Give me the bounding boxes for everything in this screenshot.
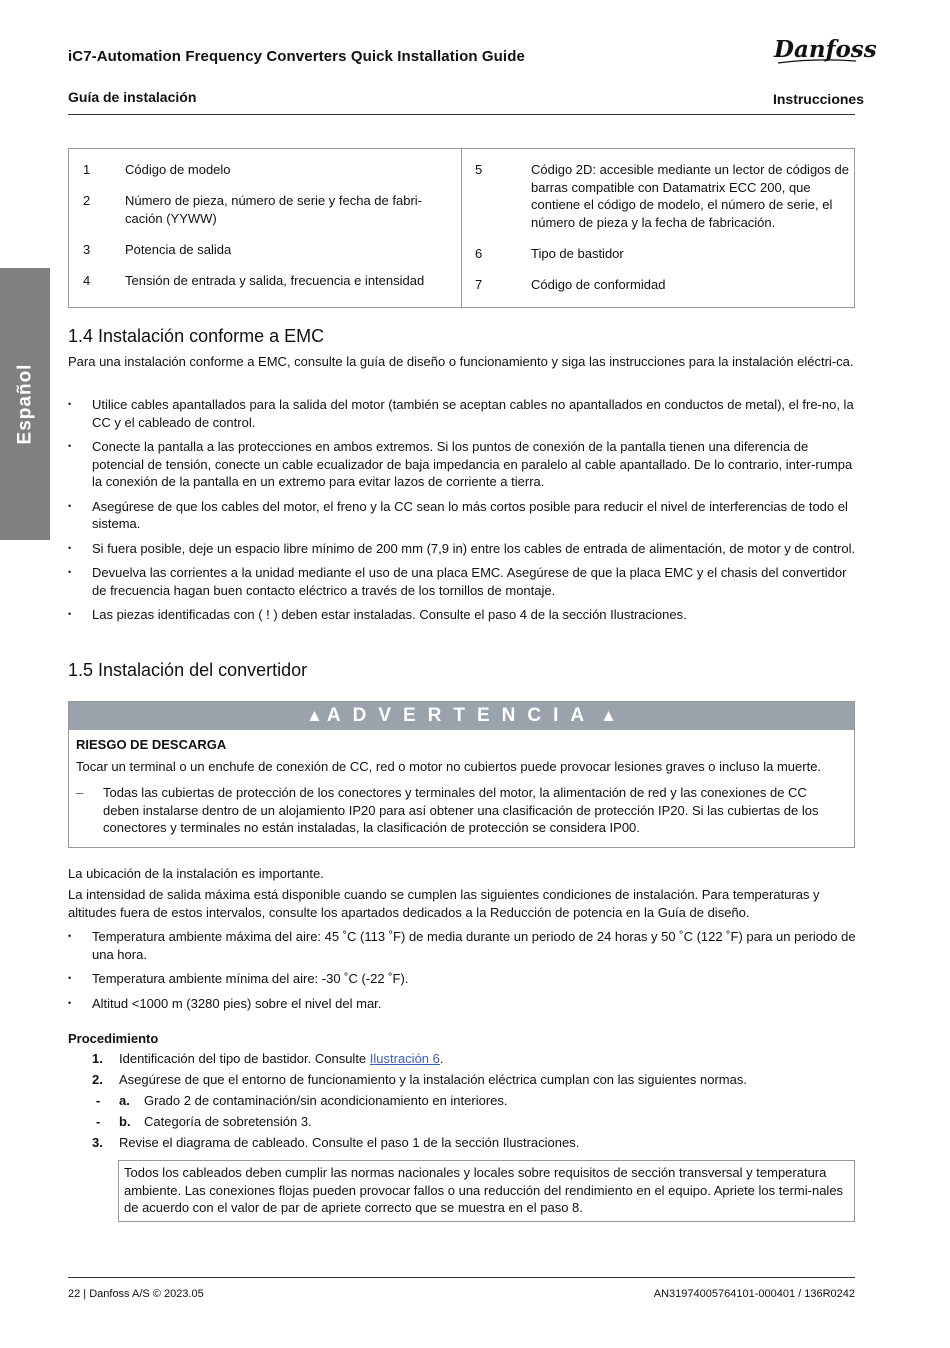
document-subtitle: Guía de instalación xyxy=(68,89,197,105)
legend-row xyxy=(69,241,435,259)
legend-number: 5 xyxy=(475,162,483,177)
emc-intro: Para una instalación conforme a EMC, consulte la guía de diseño o funcionamiento y siga las instrucciones para la instalación eléctri-ca. xyxy=(68,354,854,369)
procedure-step xyxy=(92,1071,852,1089)
warning-title: RIESGO DE DESCARGA xyxy=(76,737,227,752)
warning-triangle-icon: ▲ xyxy=(600,706,617,725)
list-item: • Utilice cables apantallados para la salida del motor (también se aceptan cables no apantallados en conductos de metal), el fre-no, la CC y el cableado de control. xyxy=(68,396,858,431)
footer-document-code: AN31974005764101-000401 / 136R0242 xyxy=(653,1288,855,1300)
procedure-step xyxy=(92,1050,852,1068)
warning-item: – Todas las cubiertas de protección de los conectores y terminales del motor, la alimentación de red y las conexiones de CC deben instalarse dentro de un alojamiento IP20 para así obtener una clasificación de protección IP20. Si las cubiertas de los conectores y terminales no están instaladas, la clasificación de protección se considera IP00. xyxy=(76,784,846,837)
step-number: 1. xyxy=(92,1051,103,1066)
warning-box xyxy=(68,701,855,848)
legend-number: 2 xyxy=(83,193,91,208)
substep-text: Categoría de sobretensión 3. xyxy=(144,1114,312,1129)
legend-text: Código de modelo xyxy=(125,162,231,177)
list-item: • Temperatura ambiente mínima del aire: -30 ˚C (-22 ˚F). xyxy=(68,970,858,988)
procedure-steps xyxy=(92,1050,852,1155)
legend-text: Potencia de salida xyxy=(125,242,232,257)
procedure-substep xyxy=(92,1092,852,1110)
list-item: • Las piezas identificadas con ( ! ) deben estar instaladas. Consulte el paso 4 de la sección Ilustraciones. xyxy=(68,606,858,624)
legend-row xyxy=(69,161,435,179)
section-heading-install: 1.5 Instalación del convertidor xyxy=(68,660,308,680)
language-tab xyxy=(0,268,50,540)
substep-label: a. xyxy=(119,1093,130,1108)
legend-row xyxy=(461,161,849,231)
substep-dash: - xyxy=(96,1114,101,1129)
substep-dash: - xyxy=(96,1093,101,1108)
step-number: 3. xyxy=(92,1135,103,1150)
language-tab-label: Español xyxy=(14,363,36,445)
list-item: • Conecte la pantalla a las protecciones en ambos extremos. Si los puntos de conexión de la pantalla tienen una diferencia de potencial de tensión, conecte un cable ecualizador de baja impedancia en paralelo al cable apantallado. De lo contrario, inter-rumpa la conexión de la pantalla en un extremo para evitar lazos de corriente a tierra. xyxy=(68,438,858,491)
logo-text: Danfoss xyxy=(774,36,877,63)
install-conditions-text: La intensidad de salida máxima está disponible cuando se cumplen las siguientes condiciones de instalación. Para temperaturas y altitudes fuera de estos intervalos, consulte los apartados dedicados a la Reducción de potencia en la Guía de diseño. xyxy=(68,887,820,920)
footer-page-info: 22 | Danfoss A/S © 2023.05 xyxy=(68,1288,204,1300)
legend-text: Número de pieza, número de serie y fecha de fabri-cación (YYWW) xyxy=(125,193,422,226)
legend-number: 4 xyxy=(83,273,91,288)
warning-text: Tocar un terminal o un enchufe de conexión de CC, red o motor no cubiertos puede provocar lesiones graves o incluso la muerte. xyxy=(76,759,822,774)
step-text: Asegúrese de que el entorno de funcionamiento y la instalación eléctrica cumplan con las siguientes normas. xyxy=(119,1072,747,1087)
document-title: iC7-Automation Frequency Converters Quick Installation Guide xyxy=(68,48,525,65)
list-item: • Temperatura ambiente máxima del aire: 45 ˚C (113 ˚F) de media durante un periodo de 24 horas y 50 ˚C (122 ˚F) para un periodo de una hora. xyxy=(68,928,858,963)
step-text: Revise el diagrama de cableado. Consulte el paso 1 de la sección Ilustraciones. xyxy=(119,1135,580,1150)
illustration-link[interactable]: Ilustración 6 xyxy=(369,1051,440,1066)
legend-row xyxy=(69,192,435,227)
legend-number: 1 xyxy=(83,162,91,177)
install-location-text: La ubicación de la instalación es importante. xyxy=(68,866,324,881)
warning-triangle-icon: ▲ xyxy=(306,706,323,725)
section-label: Instrucciones xyxy=(772,91,864,107)
legend-row xyxy=(69,272,445,290)
list-item: • Si fuera posible, deje un espacio libre mínimo de 200 mm (7,9 in) entre los cables de entrada de alimentación, de motor y de control. xyxy=(68,540,858,558)
procedure-substep xyxy=(92,1113,852,1131)
legend-row xyxy=(461,276,849,294)
step-number: 2. xyxy=(92,1072,103,1087)
legend-text: Tensión de entrada y salida, frecuencia e intensidad xyxy=(125,273,425,288)
list-item: • Altitud <1000 m (3280 pies) sobre el nivel del mar. xyxy=(68,995,858,1013)
header-divider xyxy=(68,114,855,115)
legend-text: Código de conformidad xyxy=(531,277,666,292)
list-item: • Devuelva las corrientes a la unidad mediante el uso de una placa EMC. Asegúrese de que la placa EMC y el chasis del convertidor de frecuencia hagan buen contacto eléctrico a través de los tornillos de montaje. xyxy=(68,564,858,599)
danfoss-logo xyxy=(770,30,877,70)
legend-row xyxy=(461,245,849,263)
procedure-title: Procedimiento xyxy=(68,1031,159,1046)
legend-number: 7 xyxy=(475,277,483,292)
legend-number: 3 xyxy=(83,242,91,257)
step-text: Identificación del tipo de bastidor. Consulte xyxy=(119,1051,370,1066)
note-box: Todos los cableados deben cumplir las normas nacionales y locales sobre requisitos de sección transversal y temperatura ambiente. Las conexiones flojas pueden provocar fallos o una reducción del rendimiento en el equipo. Apriete los termi-nales de acuerdo con el valor de par de apriete correcto que se muestra en el paso 8. xyxy=(118,1160,855,1222)
warning-banner-label: ADVERTENCIA xyxy=(326,705,597,726)
substep-text: Grado 2 de contaminación/sin acondicionamiento en interiores. xyxy=(144,1093,508,1108)
warning-banner xyxy=(69,702,854,730)
legend-text: Código 2D: accesible mediante un lector de códigos de barras compatible con Datamatrix ECC 200, que contiene el código de modelo, el número de serie, el número de pieza y la fecha de fabricación. xyxy=(531,162,849,230)
footer-divider xyxy=(68,1277,855,1278)
list-item: • Asegúrese de que los cables del motor, el freno y la CC sean lo más cortos posible para reducir el nivel de interferencias de todo el sistema. xyxy=(68,498,858,533)
step-text-end: . xyxy=(439,1051,444,1066)
section-heading-emc: 1.4 Instalación conforme a EMC xyxy=(68,326,325,346)
legend-text: Tipo de bastidor xyxy=(531,246,624,261)
install-bullet-list xyxy=(68,928,858,1019)
legend-table xyxy=(68,148,855,308)
procedure-step xyxy=(92,1134,852,1152)
substep-label: b. xyxy=(119,1114,131,1129)
legend-number: 6 xyxy=(475,246,483,261)
emc-bullet-list xyxy=(68,396,858,631)
